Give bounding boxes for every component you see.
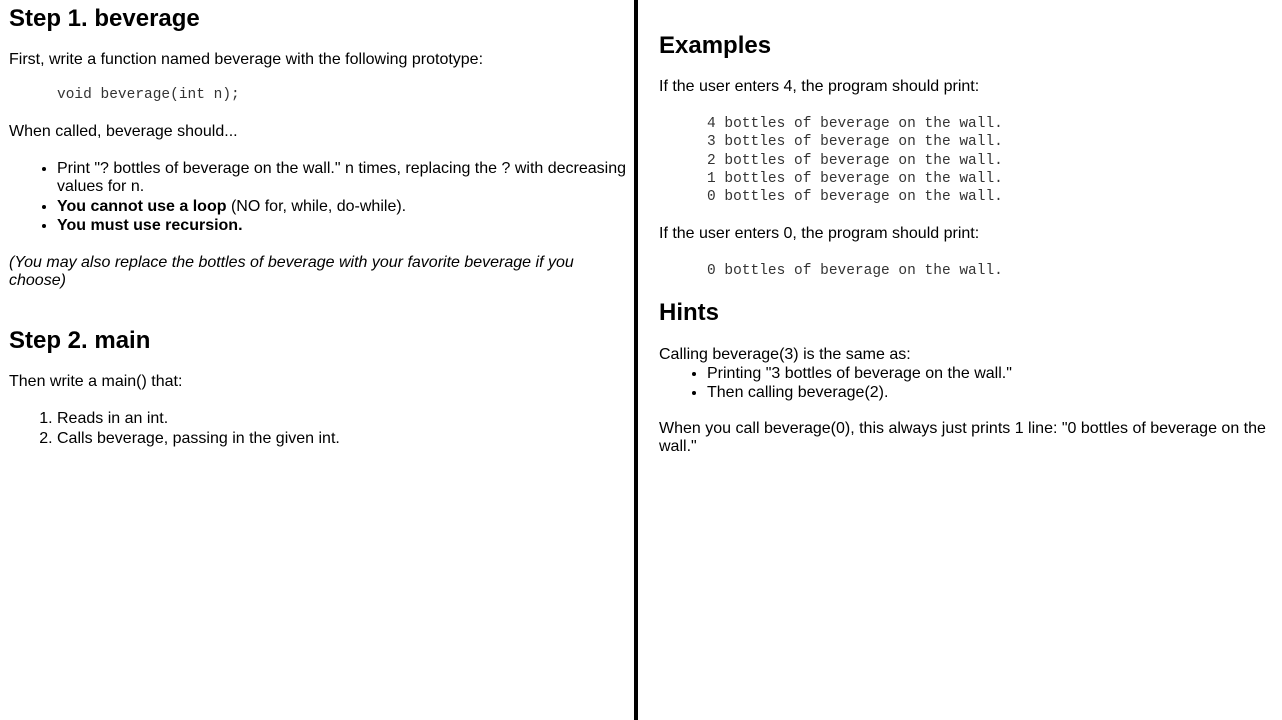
example2-text: If the user enters 0, the program should print: (659, 225, 980, 243)
hints-heading: Hints (659, 298, 719, 326)
step1-intro: First, write a function named beverage with the following prototype: (9, 51, 484, 68)
output-line: 4 bottles of beverage on the wall. (707, 116, 1003, 132)
right-column (638, 0, 1282, 720)
examples-heading: Examples (659, 32, 772, 59)
left-column (0, 0, 634, 720)
step2-steps-list (9, 410, 626, 448)
output-line: 1 bottles of beverage on the wall. (707, 170, 1003, 187)
example1-text: If the user enters 4, the program should print: (659, 78, 980, 95)
requirement-no-loop-detail: (NO for, while, do-while). (226, 197, 407, 215)
list-item (57, 217, 626, 235)
list-item: 2. Calls beverage, passing in the given int. (57, 430, 626, 448)
step1-heading: Step 1. beverage (9, 5, 200, 32)
output-line: 0 bottles of beverage on the wall. (707, 189, 1003, 206)
step2-intro: Then write a main() that: (9, 373, 183, 391)
step1-requirements-list (9, 160, 626, 235)
list-item: • Printing "3 bottles of beverage on the wall." (707, 365, 1270, 383)
example2-output: 0 bottles of beverage on the wall. (707, 263, 1003, 280)
step1-note: (You may also replace the bottles of beverage with your favorite beverage if you choose) (9, 254, 574, 290)
output-line: 2 bottles of beverage on the wall. (707, 152, 1003, 169)
hints-final-note: When you call beverage(0), this always just prints 1 line: "0 bottles of beverage on the wall." (659, 420, 1266, 456)
hints-list (659, 365, 1270, 403)
prototype-code: void beverage(int n); (57, 87, 240, 103)
requirement-recursion: You must use recursion. (57, 217, 243, 235)
output-line: 3 bottles of beverage on the wall. (707, 134, 1003, 151)
requirement-print: Print "? bottles of beverage on the wall." n times, replacing the ? with decreasing values for n. (57, 160, 627, 196)
requirement-no-loop-bold: You cannot use a loop (57, 197, 227, 215)
step2-heading: Step 2. main (9, 327, 151, 355)
list-item (57, 160, 626, 196)
hints-intro: Calling beverage(3) is the same as: (659, 345, 911, 363)
list-item: 1. Reads in an int. (57, 410, 626, 428)
list-item: • Then calling beverage(2). (707, 384, 1270, 402)
step1-when-called: When called, beverage should... (9, 123, 238, 141)
example1-output (659, 115, 1270, 206)
list-item (57, 198, 626, 216)
